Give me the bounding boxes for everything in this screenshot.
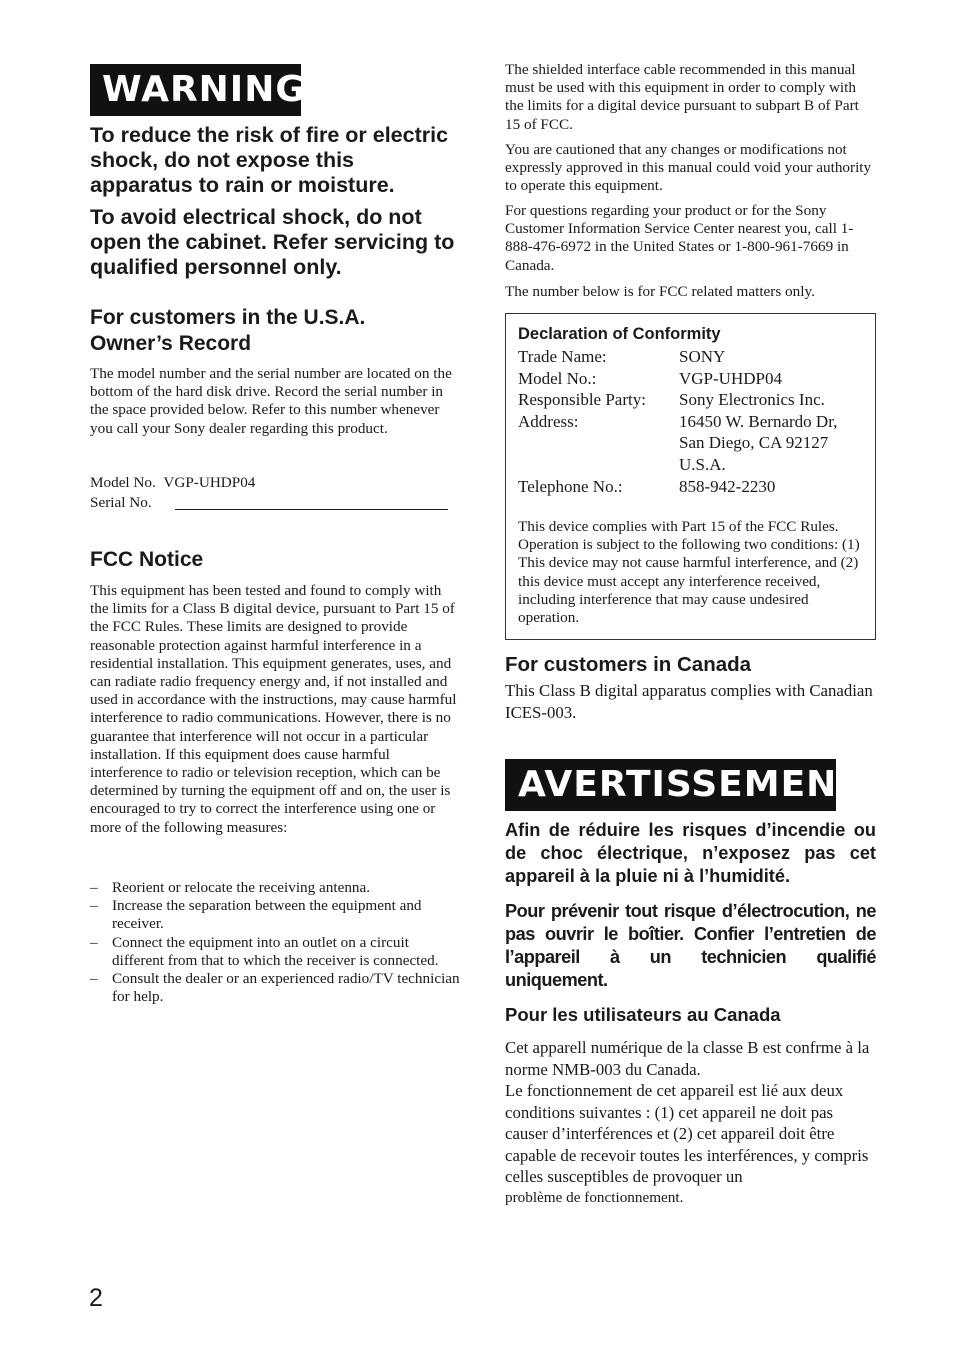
warning-banner <box>90 64 306 116</box>
avertissement-banner-text: AVERTISSEMENT <box>518 764 863 805</box>
list-item: – Consult the dealer or an experienced radio/TV technician for help. <box>90 970 462 1006</box>
french-paragraph-2-end: problème de fonctionnement. <box>505 1189 684 1206</box>
shielded-cable-paragraph: The shielded interface cable recommended in this manual must be used with this equipment in order to comply with the limits for a digital device pursuant to subpart B of Part 15 of FCC. <box>505 61 859 133</box>
serial-number-blank <box>175 509 448 510</box>
canada-body: This Class B digital apparatus complies with Canadian ICES-003. <box>505 681 873 722</box>
table-row: San Diego, CA 92127 <box>679 433 829 453</box>
table-row: U.S.A. <box>679 454 726 474</box>
declaration-title: Declaration of Conformity <box>518 325 721 343</box>
model-number-line <box>90 474 462 492</box>
list-item: – Connect the equipment into an outlet on a circuit different from that to which the receiver is connected. <box>90 934 462 970</box>
table-row: Model No.: VGP-UHDP04 <box>518 368 782 388</box>
warning-line-2: To avoid electrical shock, do not open the cabinet. Refer servicing to qualified personnel only. <box>90 205 455 279</box>
table-row: Address: 16450 W. Bernardo Dr, <box>518 411 838 431</box>
serial-number-line <box>90 494 462 512</box>
warning-banner-text: WARNING <box>102 69 306 110</box>
fcc-measures-list <box>90 879 462 1006</box>
owners-record-heading: Owner’s Record <box>90 332 252 355</box>
declaration-table <box>518 346 837 497</box>
canada-heading: For customers in Canada <box>505 653 752 676</box>
questions-paragraph: For questions regarding your product or for the Sony Customer Information Service Center nearest you, call 1-888-476-6972 in the United States or 1-800-961-7669 in Canada. <box>505 202 854 274</box>
model-number-value: VGP-UHDP04 <box>163 474 256 491</box>
declaration-of-conformity-box <box>505 313 876 640</box>
list-item: – Increase the separation between the equipment and receiver. <box>90 897 462 933</box>
usa-heading: For customers in the U.S.A. <box>90 306 366 329</box>
owners-record-body: The model number and the serial number are located on the bottom of the hard disk drive. Record the serial number in the space provided below. Refer to this number whenever you call your Sony dealer regarding this product. <box>90 365 452 437</box>
fcc-notice-body: This equipment has been tested and found to comply with the limits for a Class B digital device, pursuant to Part 15 of the FCC Rules. These limits are designed to provide reasonable protection against harmful interference in a residential installation. This equipment generates, uses, and can radiate radio frequency energy and, if not installed and used in accordance with the instructions, may cause harmful interference to radio communications. However, there is no guarantee that interference will not occur in a particular installation. If this equipment does cause harmful interference to radio or television reception, which can be determined by turning the equipment off and on, the user is encouraged to try to correct the interference using one or more of the following measures: <box>90 582 457 836</box>
canada-users-heading: Pour les utilisateurs au Canada <box>505 1004 781 1025</box>
table-row: Trade Name: SONY <box>518 347 726 366</box>
model-number-label: Model No. <box>90 474 156 491</box>
serial-number-label: Serial No. <box>90 494 152 511</box>
avertissement-line-1: Afin de réduire les risques d’incendie ou de choc électrique, n’exposez pas cet appareil à la pluie ni à l’humidité. <box>505 820 876 886</box>
fcc-number-note: The number below is for FCC related matters only. <box>505 283 815 300</box>
declaration-compliance-text: This device complies with Part 15 of the FCC Rules. Operation is subject to the following two conditions: (1) This device may not cause harmful interference, and (2) this device must accept any interference received, including interference that may cause undesired operation. <box>518 518 860 627</box>
table-row: Telephone No.: 858-942-2230 <box>518 476 776 496</box>
page-number: 2 <box>89 1284 103 1312</box>
fcc-notice-heading: FCC Notice <box>90 548 204 571</box>
warning-line-1: To reduce the risk of fire or electric shock, do not expose this apparatus to rain or moisture. <box>90 123 449 197</box>
table-row: Responsible Party: Sony Electronics Inc. <box>518 390 825 410</box>
avertissement-line-2: Pour prévenir tout risque d’électrocution, ne pas ouvrir le boîtier. Confier l’entretien de l’appareil à un technicien qualifié uniquement. <box>505 901 876 990</box>
french-paragraph-1: Cet apparell numérique de la classe B est confrme à la norme NMB-003 du Canada. <box>505 1038 870 1079</box>
list-item: – Reorient or relocate the receiving antenna. <box>90 879 462 897</box>
french-paragraph-2: Le fonctionnement de cet appareil est lié aux deux conditions suivantes : (1) cet appareil ne doit pas causer d’interférences et (2) cet appareil doit être capable de recevoir toutes les interférences, y compris celles susceptibles de provoquer un <box>505 1081 869 1187</box>
avertissement-banner <box>505 759 863 811</box>
changes-caution-paragraph: You are cautioned that any changes or modifications not expressly approved in this manual could void your authority to operate this equipment. <box>505 141 872 195</box>
